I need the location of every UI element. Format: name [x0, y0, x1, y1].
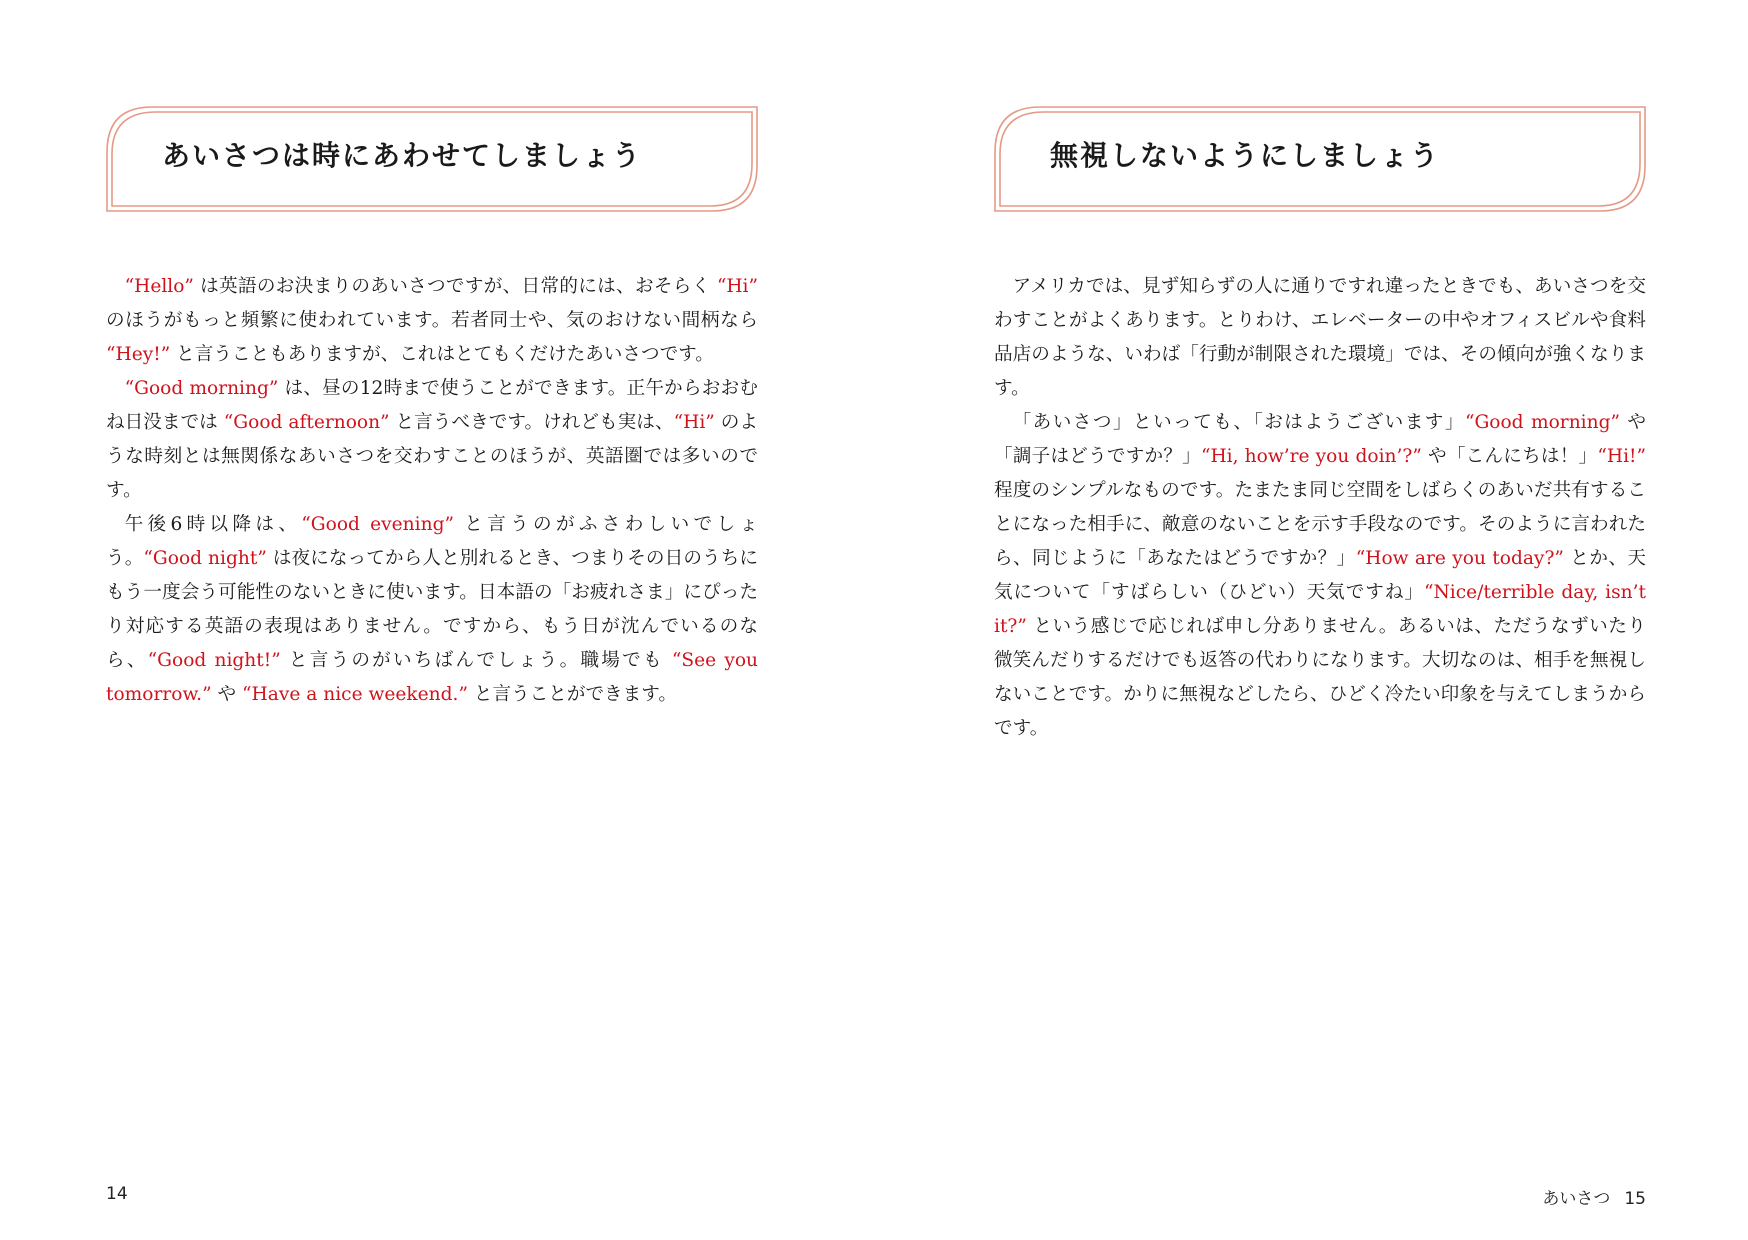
page-footer — [1542, 1184, 1646, 1209]
english-phrase: “Hi, how’re you doin’?” — [1200, 446, 1422, 467]
text-run: は英語のお決まりのあいさつですが、日常的には、おそらく — [193, 276, 717, 297]
paragraph — [106, 270, 758, 372]
paragraph — [994, 270, 1646, 406]
text-run: と言うべきです。けれども実は、 — [389, 412, 674, 433]
text-run: や — [211, 684, 243, 705]
text-run: とか、天気について「すばらしい（ひどい）天気ですね」 — [994, 548, 1646, 603]
page-number: 15 — [1624, 1189, 1646, 1209]
text-run: と言うことができます。 — [467, 684, 677, 705]
running-head-section: あいさつ — [1542, 1189, 1611, 1209]
english-phrase: “Good evening” — [301, 514, 454, 535]
text-run: という感じで応じれば申し分ありません。あるいは、ただうなずいたり微笑んだりするだけでも返答の代わりになります。大切なのは、相手を無視しないことです。かりに無視などしたら、ひどく冷たい印象を与えてしまうからです。 — [994, 616, 1646, 739]
text-run: と言うのがいちばんでしょう。職場でも — [280, 650, 672, 671]
section-title: 無視しないようにしましょう — [1050, 139, 1441, 172]
paragraph — [994, 406, 1646, 746]
english-phrase: “Have a nice weekend.” — [242, 684, 468, 705]
page-number: 14 — [106, 1184, 128, 1204]
paragraph — [106, 508, 758, 712]
english-phrase: “Nice/terrible day, isn’t it?” — [994, 582, 1646, 637]
english-phrase: “Good afternoon” — [223, 412, 390, 433]
text-run: と言うこともありますが、これはとてもくだけたあいさつです。 — [170, 344, 714, 365]
body-text — [994, 270, 1646, 746]
english-phrase: “See you tomorrow.” — [106, 650, 758, 705]
text-run: は、昼の12時まで使うことができます。正午からおおむね日没までは — [106, 378, 758, 433]
section-title: あいさつは時にあわせてしましょう — [162, 139, 643, 172]
english-phrase: “How are you today?” — [1355, 548, 1564, 569]
text-run: 「あいさつ」といっても、「おはようございます」 — [1012, 412, 1465, 433]
right-page — [874, 0, 1748, 1240]
text-run: や「こんにちは！」 — [1421, 446, 1598, 467]
english-phrase: “Hi!” — [1597, 446, 1646, 467]
text-run: アメリカでは、見ず知らずの人に通りですれ違ったときでも、あいさつを交わすことがよくあります。とりわけ、エレベーターの中やオフィスビルや食料品店のような、いわば「行動が制限された環境」では、その傾向が強くなります。 — [994, 276, 1646, 399]
paragraph — [106, 372, 758, 508]
page-footer — [106, 1184, 128, 1204]
english-phrase: “Good morning” — [124, 378, 279, 399]
text-run: のほうがもっと頻繁に使われています。若者同士や、気のおけない間柄なら — [106, 310, 758, 331]
english-phrase: “Hey!” — [106, 344, 171, 365]
english-phrase: “Hi” — [716, 276, 758, 297]
text-run: や「調子はどうですか？」 — [994, 412, 1646, 467]
text-run: は夜になってから人と別れるとき、つまりその日のうちにもう一度会う可能性のないときに使います。日本語の「お疲れさま」にぴったり対応する英語の表現はありません。ですから、もう日が沈んでいるのなら、 — [106, 548, 758, 671]
body-text — [106, 270, 758, 712]
text-run: と言うのがふさわしいでしょう。 — [106, 514, 758, 569]
english-phrase: “Good night!” — [147, 650, 281, 671]
english-phrase: “Good morning” — [1464, 412, 1620, 433]
text-run: 程度のシンプルなものです。たまたま同じ空間をしばらくのあいだ共有することになった相手に、敵意のないことを示す手段なのです。そのように言われたら、同じように「あなたはどうですか？」 — [994, 480, 1646, 569]
english-phrase: “Hi” — [673, 412, 715, 433]
text-run: のような時刻とは無関係なあいさつを交わすことのほうが、英語圏では多いのです。 — [106, 412, 758, 501]
english-phrase: “Hello” — [124, 276, 194, 297]
section-title-box — [106, 106, 758, 212]
text-run: 午後6時以降は、 — [124, 514, 302, 535]
section-title-box — [994, 106, 1646, 212]
english-phrase: “Good night” — [143, 548, 267, 569]
